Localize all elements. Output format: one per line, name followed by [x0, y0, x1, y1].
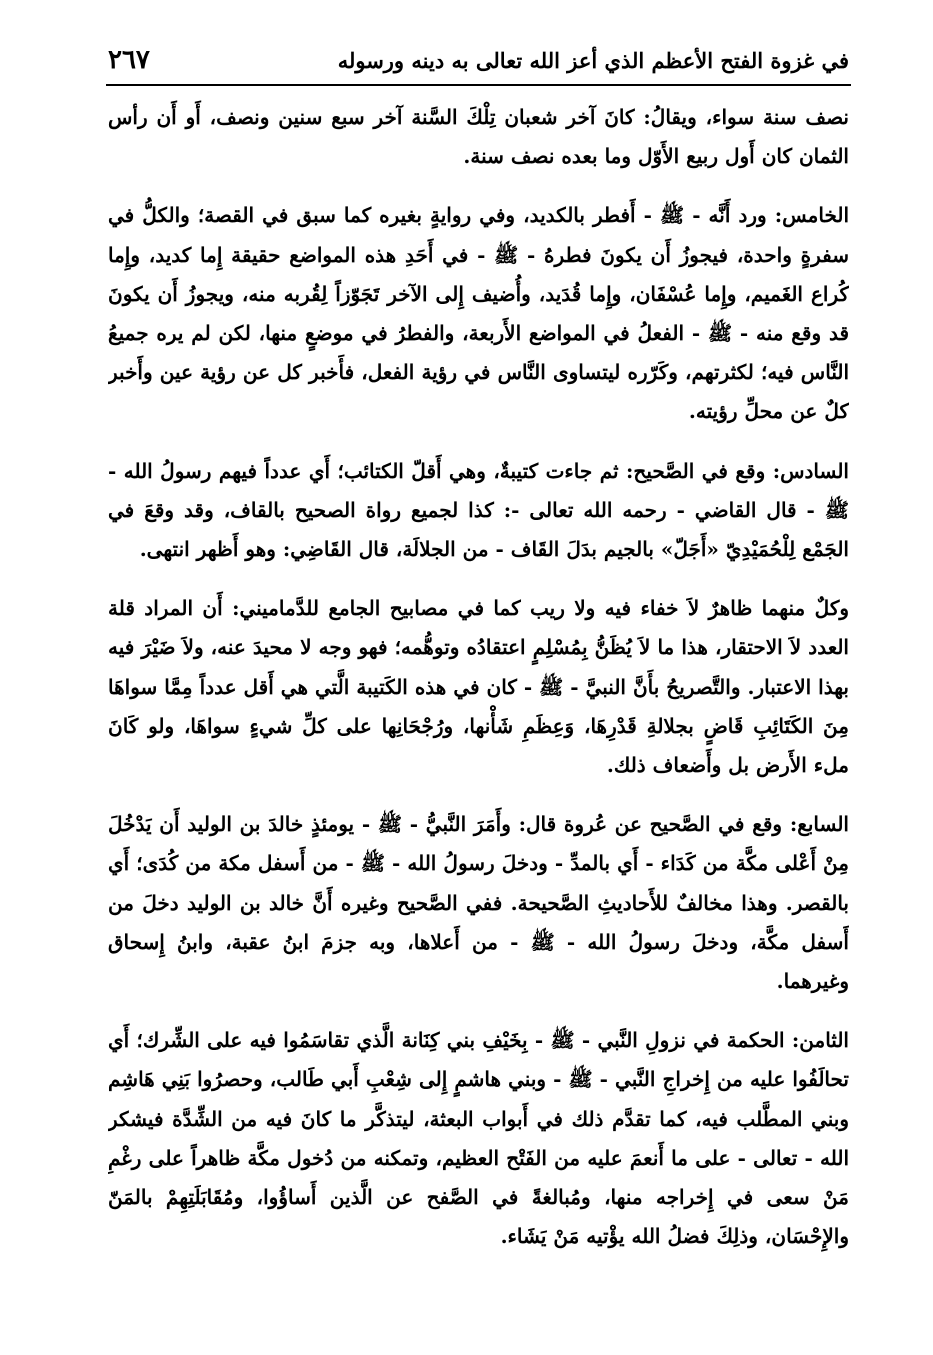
page-number: ٢٦٧ [108, 45, 150, 75]
paragraph-fifth [108, 196, 849, 431]
header-rule [106, 84, 851, 86]
paragraph-continuation [108, 98, 849, 176]
paragraph-text: نصف سنة سواء، ويقالُ: كانَ آخر شعبان تِلْكَ السَّنة آخر سبع سنين ونصف، أَو أَن رأس الثمان كان أَول ربيع الأَوّل وما بعده نصف سنة. [108, 105, 849, 169]
paragraph-text: الحكمة في نزولِ النَّبي - ﷺ - بِخَيْفِ بني كِنَانة الَّذي تقاسَمُوا فيه على الشِّرك؛ أَي تحالَفُوا عليه من إِخراجِ النَّبي - ﷺ - وبني هاشمٍ إِلى شِعْبِ أَبي طَالب، وحصرُوا بَنِي هَاشِم وبني المطَّلب فيه، كما تقدَّم ذلك في أَبواب البعثة، ليتذكَّر ما كانَ فيه من الشِّدَّة فيشكر الله - تعالى - على ما أَنعمَ عليه من الفَتْح العظيم، وتمكنه من دُخول مكَّة ظاهراً على رغْمِ مَنْ سعى في إِخراجه منها، ومُبالغةً في الصَّفح عن الَّذين أَساؤُوا، ومُقَابَلَتِهِمْ بالمَنّ والإِحْسَان، وذلِكَ فضلُ الله يؤْتيه مَنْ يَشَاء. [108, 1028, 849, 1249]
paragraph-sixth-commentary [108, 589, 849, 785]
paragraph-sixth [108, 452, 849, 570]
paragraph-eighth [108, 1021, 849, 1256]
paragraph-lead: الخامس: [774, 203, 849, 228]
paragraph-text: وقع في الصَّحيح: ثم جاءت كتيبةٌ، وهي أَقلّ الكتائب؛ أَي عدداً فيهم رسولُ الله - ﷺ - قال القاضي - رحمه الله تعالى -: كذا لجميع رواة الصحيح بالقاف، وقد وقعَ في الجَمْع لِلْحُمَيْدِيّ «أَجَلّ» بالجيم بدَلَ القَاف - من الجلالَة، قال القَاضِي: وهو أَظهر انتهى. [108, 458, 849, 562]
paragraph-lead: السابع: [789, 812, 849, 837]
paragraph-seventh [108, 805, 849, 1001]
paragraph-lead: السادس: [772, 458, 849, 483]
paragraph-text: وقع في الصَّحيح عن عُروة قال: وأَمَرَ النَّبيُّ - ﷺ - يومئذٍ خالدَ بن الوليد أَن يَدْخُلَ مِنْ أَعْلى مكَّة من كَدَاء - أَي بالمدِّ - ودخلَ رسولُ الله - ﷺ - من أَسفل مكة من كُدَى؛ أَي بالقصر. وهذا مخالفٌ للأَحاديثِ الصَّحيحة. ففي الصَّحيح وغيره أَنَّ خالد بن الوليد دخلَ من أَسفل مكَّة، ودخلَ رسولُ الله - ﷺ - من أَعلاها، وبه جزمَ ابنُ عقبة، وابنُ إِسحاق وغيرهما. [108, 812, 849, 994]
running-title: في غزوة الفتح الأعظم الذي أعز الله تعالى به دينه ورسوله [337, 47, 849, 73]
paragraph-lead: الثامن: [791, 1028, 849, 1053]
paragraph-text: ورد أَنَّه - ﷺ - أَفطر بالكديد، وفي روايةٍ بغيره كما سبق في القصة؛ والكلُّ في سفرةٍ واحدة، فيجوزُ أَن يكونَ فطرهُ - ﷺ - في أَحَدِ هذه المواضع حقيقة إِما كديد، وإِما كُراع الغَميم، وإِما عُسْفَان، وإِما قُدَيد، وأُضيف إِلى الآخر تَجَوّزاً لِقُربه منه، ويجوزُ أَن يكونَ قد وقع منه - ﷺ - الفعلُ في المواضع الأَربعة، والفطرُ في موضعٍ منها، لكن لم يره جميعُ النَّاس فيه؛ لكثرتهم، وكَرّره ليتساوى النَّاس في رؤية الفعل، فأَخبر كل عن رؤية عين وأَخبر كلٌ عن محلِّ رؤيته. [108, 203, 849, 424]
paragraph-text: وكلٌ منهما ظاهرٌ لاَ خفاء فيه ولا ريب كما في مصابيح الجامع للدَّماميني: أَن المراد قلة العدد لاَ الاحتقار، هذا ما لاَ يُظَنُّ بِمُسْلِمٍ اعتقادُه وتوهُّمه؛ فهو وجه لا محيدَ عنه، ولاَ ضَيْرَ فيه بهذا الاعتبار. والتَّصريحُ بأَنَّ النبيَّ - ﷺ - كان في هذه الكَتيبة الَّتي هي أَقل عدداً مِمَّا سواهَا مِنَ الكَتَائِبِ قَاضٍ بجلالةِ قَدْرِهَا، وَعِظَمِ شَأْنها، ورُجْحَانِها على كلِّ شيءٍ سواهَا، ولو كَانَ ملء الأَرض بل وأَضعاف ذلك. [108, 596, 849, 778]
page-header [108, 38, 849, 82]
page-body [108, 98, 849, 1315]
